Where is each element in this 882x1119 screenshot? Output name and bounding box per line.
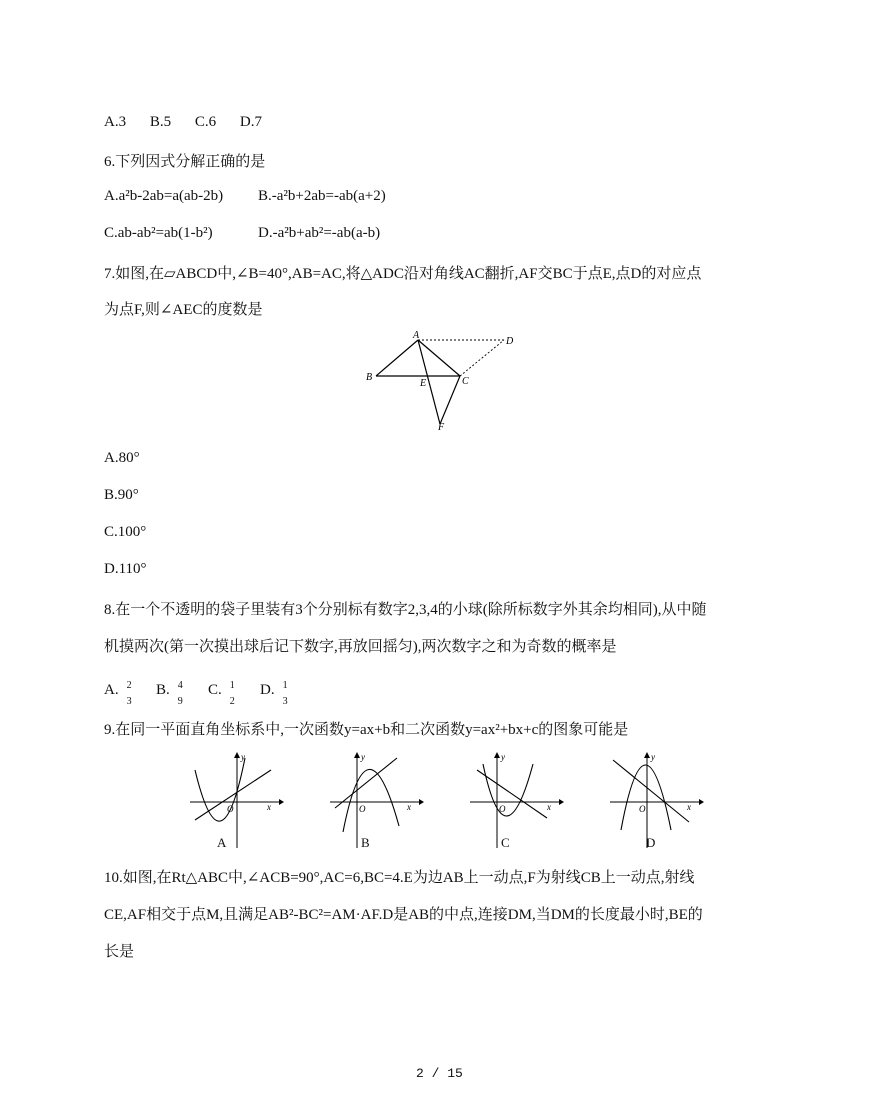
q7-label-c: C (462, 376, 469, 387)
q9-graph-b-x-label: x (407, 802, 411, 812)
q5-option-b: B.5 (149, 114, 172, 130)
q9-graph-b (325, 750, 425, 850)
q9-graph-c-y-label: y (501, 752, 505, 762)
q8-option-d (260, 680, 289, 707)
q6-option-b: B.-a²b+2ab=-ab(a+2) (258, 188, 386, 204)
q8-option-a-num: 2 (126, 680, 132, 691)
q7-option-b: B.90° (104, 487, 139, 503)
page-number: 2 / 15 (416, 1066, 463, 1081)
q7-label-f: F (438, 422, 445, 430)
q8-option-b-den: 9 (177, 696, 183, 707)
q8-option-d-num: 1 (282, 680, 288, 691)
q7-label-a: A (413, 330, 420, 341)
q5-option-c: C.6 (194, 114, 217, 130)
q9-graph-d-x-label: x (687, 802, 691, 812)
q9-graph-a (185, 750, 285, 850)
q9-graph-b-origin: O (359, 804, 366, 814)
q9-graph-b-y-label: y (361, 752, 365, 762)
q7-figure (360, 328, 520, 430)
q8-option-c-den: 2 (229, 696, 235, 707)
q10-line3: 长是 (104, 944, 135, 960)
q7-label-b: B (366, 372, 373, 383)
q7-option-a: A.80° (104, 450, 140, 466)
q9-graph-d-y-label: y (651, 752, 655, 762)
q7-option-d: D.110° (104, 561, 147, 577)
q6-stem: 6.下列因式分解正确的是 (104, 154, 266, 170)
q8-option-b-label: B. (156, 682, 170, 698)
q8-option-d-label: D. (260, 682, 275, 698)
q8-option-b-num: 4 (177, 680, 183, 691)
q8-option-d-den: 3 (282, 696, 288, 707)
q6-option-c: C.ab-ab²=ab(1-b²) (104, 225, 213, 241)
q8-line1: 8.在一个不透明的袋子里装有3个分别标有数字2,3,4的小球(除所标数字外其余均相同),从中随 (104, 602, 707, 618)
q7-label-e: E (420, 378, 427, 389)
q8-line2: 机摸两次(第一次摸出球后记下数字,再放回摇匀),两次数字之和为奇数的概率是 (104, 639, 617, 655)
q9-caption-d: D (646, 835, 656, 850)
q9-graph-c-origin: O (499, 804, 506, 814)
q9-caption-c: C (501, 835, 510, 850)
q8-option-b (156, 680, 184, 707)
q9-line1: 9.在同一平面直角坐标系中,一次函数y=ax+b和二次函数y=ax²+bx+c的图象可能是 (104, 722, 629, 738)
q9-caption-b: B (361, 835, 370, 850)
q9-graph-a-y-label: y (241, 752, 245, 762)
q8-option-c-num: 1 (229, 680, 235, 691)
q8-option-a (104, 680, 133, 707)
q8-option-c-label: C. (208, 682, 222, 698)
q8-option-a-den: 3 (126, 696, 132, 707)
q9-graph-a-x-label: x (267, 802, 271, 812)
q7-label-d: D (506, 336, 514, 347)
q6-option-a: A.a²b-2ab=a(ab-2b) (104, 188, 224, 204)
q7-option-c: C.100° (104, 524, 147, 540)
q7-line1: 7.如图,在▱ABCD中,∠B=40°,AB=AC,将△ADC沿对角线AC翻折,AF交BC于点E,点D的对应点 (104, 266, 702, 282)
q5-option-d: D.7 (239, 114, 262, 130)
q10-line2: CE,AF相交于点M,且满足AB²-BC²=AM·AF.D是AB的中点,连接DM,当DM的长度最小时,BE的 (104, 907, 703, 923)
q9-graph-d-origin: O (639, 804, 646, 814)
q9-graph-c-x-label: x (547, 802, 551, 812)
q10-line1: 10.如图,在Rt△ABC中,∠ACB=90°,AC=6,BC=4.E为边AB上一动点,F为射线CB上一动点,射线 (104, 870, 695, 886)
q9-caption-a: A (217, 835, 227, 850)
q8-option-c (208, 680, 236, 707)
q7-line2: 为点F,则∠AEC的度数是 (104, 302, 263, 318)
q5-option-a: A.3 (104, 114, 127, 130)
q8-option-a-label: A. (104, 682, 119, 698)
q9-graph-c (465, 750, 565, 850)
q5-options (104, 114, 282, 131)
q9-graph-a-origin: O (227, 804, 234, 814)
q6-option-d: D.-a²b+ab²=-ab(a-b) (258, 225, 381, 241)
